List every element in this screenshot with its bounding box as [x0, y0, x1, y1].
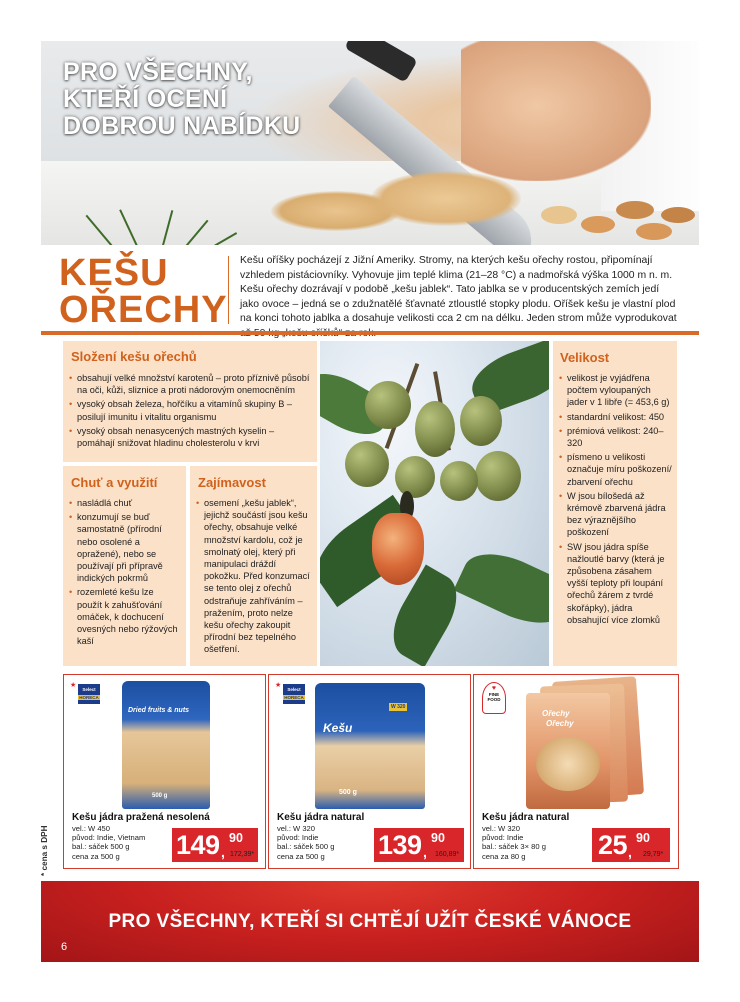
curiosity-list	[196, 497, 311, 658]
section-title: KEŠU OŘECHY	[59, 252, 228, 331]
page-number: 6	[61, 941, 68, 953]
package-label: Dried fruits & nuts	[128, 707, 190, 714]
intro-rule	[41, 331, 699, 335]
list-item: • vysoký obsah železa, hořčíku a vitamínů skupiny B – posilují imunitu i vitalitu organismu	[69, 398, 311, 422]
package-label: Ořechy	[542, 709, 570, 718]
chef-hand	[461, 41, 651, 181]
price-integer: 139	[378, 830, 422, 860]
intro-paragraph: Kešu oříšky pocházejí z Jižní Ameriky. Stromy, na kterých kešu ořechy rostou, připomínají vzhledem pistáciovníky. Vyhovuje jim teplé klima (21–28 °C) a nadmořská výška 1000 m n. m. Kešu ořechy dozrávají v podobě „kešu jablek“. Tato jablka se v producentských zemích jedí jako ovoce – jedná se o zdužnatělé šťavnaté ztloustlé stopky plodu. Oříšek kešu je vlastní plod na konci tohoto jablka a dosahuje velikosti cca 2 cm na délku. Jeden strom může vyprodukovat	[240, 255, 677, 325]
package-label: Ořechy	[546, 719, 574, 728]
taste-list	[69, 497, 181, 649]
badge-heart-icon: ♥	[491, 685, 497, 692]
star-icon: ★	[275, 682, 282, 689]
cashew-fruit	[475, 451, 521, 501]
package-weight: 500 g	[339, 789, 357, 796]
list-item: • písmeno u velikosti označuje míru poškození/ zbarvení ořechu	[559, 451, 673, 488]
curiosity-panel	[190, 466, 317, 666]
cashew-fruit	[365, 381, 411, 429]
footer-banner	[41, 881, 699, 962]
vat-note: * cena s DPH	[40, 825, 49, 876]
list-item: • SW jsou jádra spíše nažloutlé barvy (která je způsobena zásahem vyšší teploty při loupání ořechů žárem z tvrdé skořápky), jádra obsahující více zlomků	[559, 541, 673, 626]
composition-list	[69, 372, 311, 451]
composition-panel	[63, 341, 317, 462]
package-label: Kešu	[323, 721, 353, 735]
horeca-logo: Select HORECA	[283, 684, 305, 704]
taste-title: Chuť a využití	[71, 475, 158, 490]
cashew-fruit	[395, 456, 435, 498]
chopped-nuts	[371, 171, 521, 226]
package-weight: 500 g	[152, 793, 168, 799]
cashew-nut	[541, 206, 577, 224]
package-window	[536, 737, 600, 791]
horeca-logo: Select HORECA	[78, 684, 100, 704]
size-list	[559, 372, 673, 628]
product-card[interactable]	[63, 674, 266, 869]
star-icon: ★	[70, 682, 77, 689]
product-package	[315, 683, 425, 809]
product-info: vel.: W 320 původ: Indie bal.: sáček 3× 80 g cena za 80 g	[482, 824, 546, 861]
hero-banner	[41, 41, 699, 245]
title-separator	[228, 256, 229, 324]
cashew-fruit	[415, 401, 455, 457]
price-decimal: 90	[431, 831, 445, 845]
product-package	[122, 681, 210, 809]
list-item: • vysoký obsah nenasycených mastných kyselin – pomáhají snižovat hladinu cholesterolu v krvi	[69, 425, 311, 449]
cashew-nut	[616, 201, 654, 219]
price-comma: ,	[423, 844, 427, 860]
price-decimal: 90	[636, 831, 650, 845]
price-without-vat: 160,89*	[435, 851, 460, 858]
price-integer: 149	[176, 830, 220, 860]
product-name: Kešu jádra natural	[277, 812, 365, 823]
cashew-apple	[372, 513, 424, 585]
cashew-fruit	[460, 396, 502, 446]
product-card[interactable]	[268, 674, 471, 869]
price-decimal: 90	[229, 831, 243, 845]
cashew-nut	[581, 216, 615, 233]
cashew-fruit	[440, 461, 478, 501]
product-name: Kešu jádra pražená nesolená	[72, 812, 210, 823]
list-item: • standardní velikost: 450	[559, 411, 673, 423]
size-panel	[553, 341, 677, 666]
list-item: • rozemleté kešu lze použít k zahušťování omáček, k dochucení ovesných nebo rýžových kaší	[69, 586, 181, 647]
composition-title: Složení kešu ořechů	[71, 349, 197, 364]
curiosity-title: Zajímavost	[198, 475, 266, 490]
cashew-tree-photo	[320, 341, 549, 666]
hero-title: PRO VŠECHNY, KTEŘÍ OCENÍ DOBROU NABÍDKU	[63, 58, 301, 140]
list-item: • W jsou bílošedá až krémově zbarvená jádra bez výraznějšího poškození	[559, 490, 673, 539]
taste-panel	[63, 466, 186, 666]
price-without-vat: 29,79*	[643, 851, 664, 858]
list-item: • nasládlá chuť	[69, 497, 181, 509]
list-item: • konzumují se buď samostatně (přírodní nebo osolené a opražené), nebo se používají při přípravě indických pokrmů	[69, 511, 181, 584]
product-package	[526, 693, 610, 809]
product-info: vel.: W 320 původ: Indie bal.: sáček 500 g cena za 500 g	[277, 824, 335, 861]
list-item: • prémiová velikost: 240–320	[559, 425, 673, 449]
footer-title: PRO VŠECHNY, KTEŘÍ SI CHTĚJÍ UŽÍT ČESKÉ VÁNOCE	[108, 911, 632, 932]
size-title: Velikost	[560, 350, 610, 365]
leaf	[454, 540, 549, 636]
list-item: • obsahují velké množství karotenů – proto příznivě působí na oči, kůži, sliznice a proti nádorovým onemocněním	[69, 372, 311, 396]
product-card[interactable]	[473, 674, 679, 869]
price-integer: 25	[598, 830, 628, 860]
price-comma: ,	[221, 844, 225, 860]
price-without-vat: 172,39*	[230, 851, 255, 858]
product-name: Kešu jádra natural	[482, 812, 570, 823]
list-item: • velikost je vyjádřena počtem vyloupaných jader v 1 libře (= 453,6 g)	[559, 372, 673, 409]
cashew-fruit	[345, 441, 389, 487]
list-item: • osemení „kešu jablek“, jejichž součástí jsou kešu ořechy, obsahuje velké množství kardolu, což je smolnatý olej, který při manipulaci dráždí pokožku. Před konzumací se tento olej z ořechů odstraňuje zahříváním – pražením, proto nelze kešu ořechy zakoupit přírodní bez tepelného ošetření.	[196, 497, 311, 656]
cashew-nut	[661, 207, 695, 223]
cashew-nut	[636, 223, 672, 240]
fine-food-badge: ♥ FINE FOOD	[482, 682, 506, 714]
product-info: vel.: W 450 původ: Indie, Vietnam bal.: sáček 500 g cena za 500 g	[72, 824, 146, 861]
package-size: W 320	[391, 704, 406, 710]
price-comma: ,	[628, 844, 632, 860]
